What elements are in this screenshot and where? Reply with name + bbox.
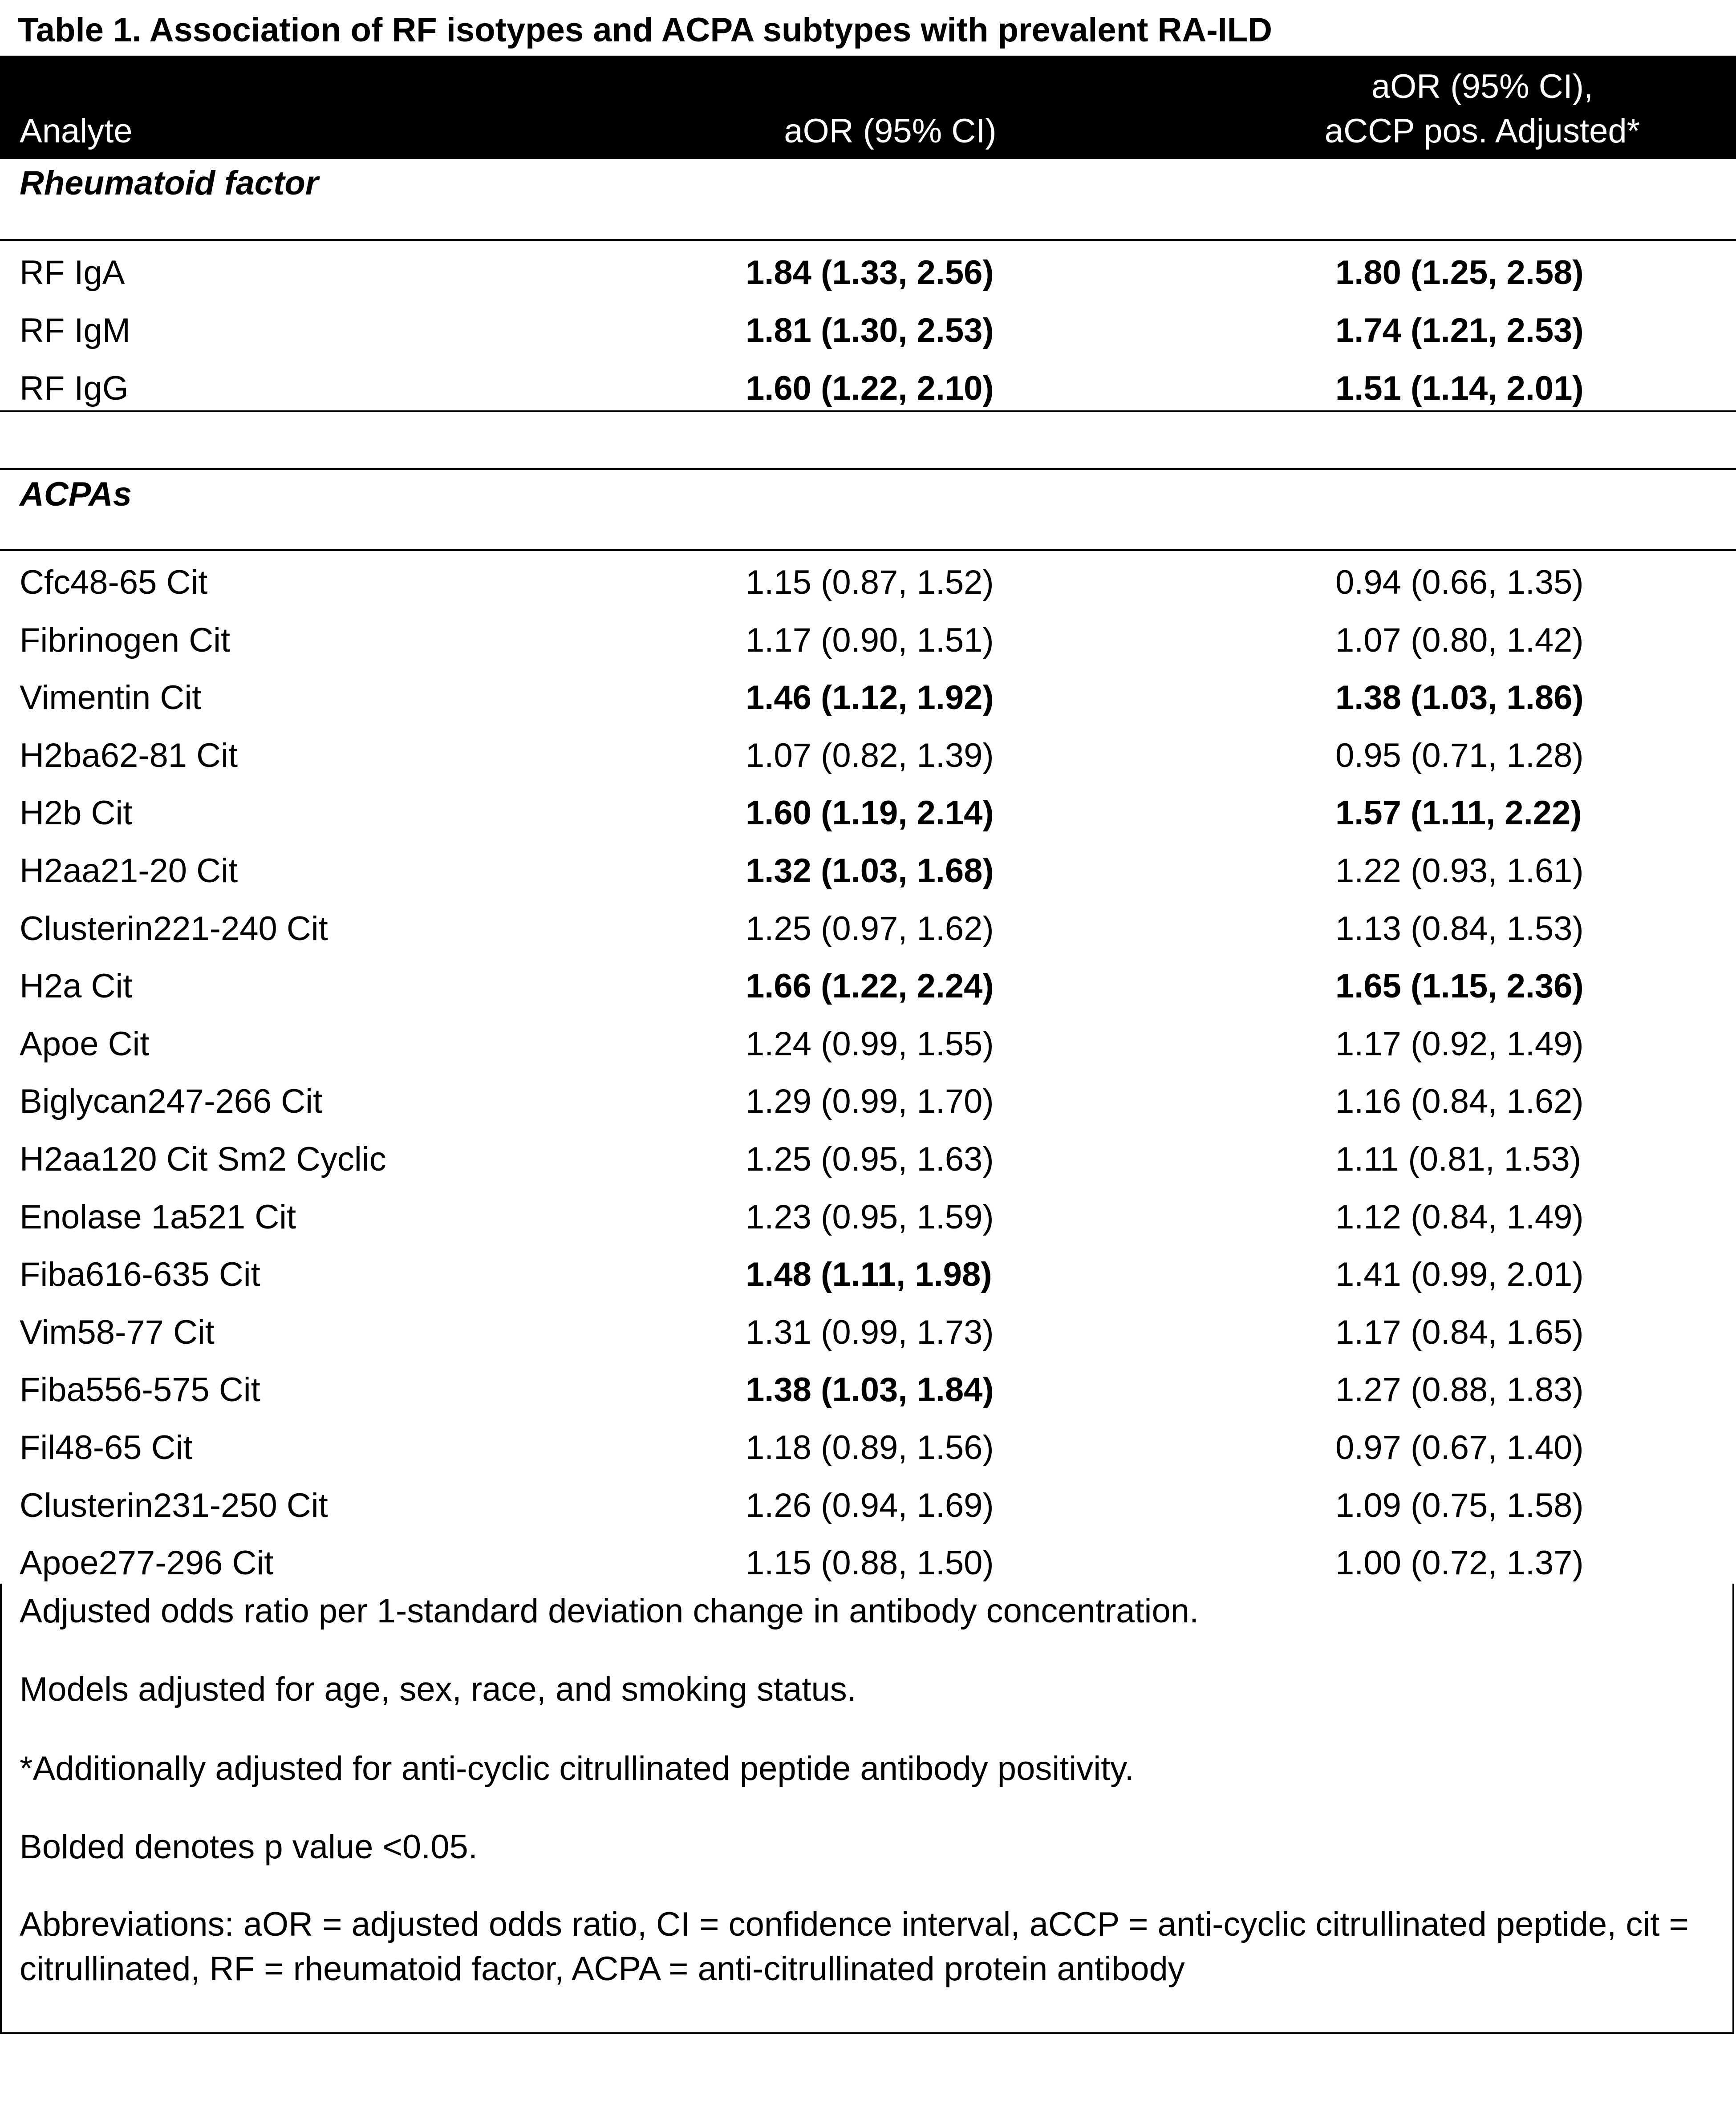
table-row bbox=[0, 1073, 1736, 1131]
aor-adjusted-cell: 1.51 (1.14, 2.01) bbox=[1335, 369, 1584, 407]
aor-cell: 1.15 (0.87, 1.52) bbox=[746, 563, 994, 601]
footnote: Models adjusted for age, sex, race, and smoking status. bbox=[20, 1670, 856, 1708]
table-row bbox=[0, 1246, 1736, 1304]
aor-adjusted-cell: 0.97 (0.67, 1.40) bbox=[1335, 1429, 1584, 1467]
analyte-cell: Clusterin221-240 Cit bbox=[20, 909, 328, 948]
footnote: Abbreviations: aOR = adjusted odds ratio, CI = confidence interval, aCCP = anti-cyclic citrullinated peptide, cit = citrullinated, RF = rheumatoid factor, ACPA = anti-citrullinated protein antibody bbox=[20, 1905, 1689, 1988]
aor-cell: 1.38 (1.03, 1.84) bbox=[746, 1371, 994, 1409]
aor-cell: 1.29 (0.99, 1.70) bbox=[746, 1082, 994, 1121]
table-row bbox=[0, 612, 1736, 669]
table-row bbox=[0, 244, 1736, 302]
table-row bbox=[0, 1477, 1736, 1535]
analyte-cell: Biglycan247-266 Cit bbox=[20, 1082, 323, 1121]
aor-cell: 1.66 (1.22, 2.24) bbox=[746, 967, 994, 1005]
table-row bbox=[0, 784, 1736, 842]
aor-adjusted-cell: 1.00 (0.72, 1.37) bbox=[1335, 1544, 1584, 1582]
analyte-cell: Cfc48-65 Cit bbox=[20, 563, 208, 601]
aor-adjusted-cell: 1.41 (0.99, 2.01) bbox=[1335, 1256, 1584, 1294]
aor-adjusted-cell: 1.38 (1.03, 1.86) bbox=[1335, 679, 1584, 717]
table-row bbox=[0, 1304, 1736, 1362]
analyte-cell: RF IgG bbox=[20, 369, 129, 407]
aor-adjusted-cell: 1.74 (1.21, 2.53) bbox=[1335, 312, 1584, 349]
aor-adjusted-cell: 1.17 (0.92, 1.49) bbox=[1335, 1025, 1584, 1063]
header-aor-adjusted-line2: aCCP pos. Adjusted* bbox=[1324, 112, 1640, 150]
aor-adjusted-cell: 1.65 (1.15, 2.36) bbox=[1335, 967, 1584, 1005]
table-footnotes bbox=[0, 1584, 1734, 2034]
analyte-cell: Fiba556-575 Cit bbox=[20, 1371, 260, 1409]
table-header bbox=[0, 56, 1736, 159]
table-row bbox=[0, 1131, 1736, 1188]
aor-cell: 1.60 (1.19, 2.14) bbox=[746, 794, 994, 832]
divider bbox=[0, 410, 1736, 412]
aor-adjusted-cell: 1.07 (0.80, 1.42) bbox=[1335, 621, 1584, 659]
analyte-cell: Fiba616-635 Cit bbox=[20, 1256, 260, 1294]
aor-cell: 1.17 (0.90, 1.51) bbox=[746, 621, 994, 659]
table-row bbox=[0, 1188, 1736, 1246]
table-row bbox=[0, 900, 1736, 958]
table-row bbox=[0, 957, 1736, 1015]
aor-cell: 1.31 (0.99, 1.73) bbox=[746, 1313, 994, 1351]
table-row bbox=[0, 669, 1736, 727]
aor-adjusted-cell: 1.27 (0.88, 1.83) bbox=[1335, 1371, 1584, 1409]
aor-adjusted-cell: 1.13 (0.84, 1.53) bbox=[1335, 909, 1584, 948]
table-row bbox=[0, 360, 1736, 418]
section-acpas bbox=[0, 470, 1736, 551]
analyte-cell: H2b Cit bbox=[20, 794, 133, 832]
table-row bbox=[0, 302, 1736, 360]
aor-adjusted-cell: 1.12 (0.84, 1.49) bbox=[1335, 1198, 1584, 1236]
analyte-cell: Clusterin231-250 Cit bbox=[20, 1486, 328, 1524]
aor-adjusted-cell: 1.80 (1.25, 2.58) bbox=[1335, 254, 1584, 292]
aor-adjusted-cell: 1.11 (0.81, 1.53) bbox=[1335, 1140, 1582, 1178]
aor-adjusted-cell: 1.16 (0.84, 1.62) bbox=[1335, 1082, 1584, 1121]
section-label: Rheumatoid factor bbox=[20, 164, 319, 202]
analyte-cell: RF IgA bbox=[20, 254, 125, 292]
analyte-cell: H2a Cit bbox=[20, 967, 133, 1005]
footnote: *Additionally adjusted for anti-cyclic citrullinated peptide antibody positivity. bbox=[20, 1750, 1134, 1788]
aor-adjusted-cell: 0.95 (0.71, 1.28) bbox=[1335, 736, 1584, 774]
aor-cell: 1.07 (0.82, 1.39) bbox=[746, 736, 994, 774]
header-aor-adjusted-line1: aOR (95% CI), bbox=[1371, 68, 1594, 105]
section-rheumatoid-factor bbox=[0, 159, 1736, 241]
aor-cell: 1.81 (1.30, 2.53) bbox=[746, 312, 994, 349]
aor-cell: 1.32 (1.03, 1.68) bbox=[746, 852, 994, 890]
footnote: Bolded denotes p value <0.05. bbox=[20, 1828, 478, 1866]
aor-adjusted-cell: 0.94 (0.66, 1.35) bbox=[1335, 563, 1584, 601]
table-row bbox=[0, 1361, 1736, 1419]
analyte-cell: H2aa21-20 Cit bbox=[20, 852, 238, 890]
aor-cell: 1.84 (1.33, 2.56) bbox=[746, 254, 994, 292]
aor-cell: 1.15 (0.88, 1.50) bbox=[746, 1544, 994, 1582]
analyte-cell: Fil48-65 Cit bbox=[20, 1429, 193, 1467]
aor-cell: 1.25 (0.95, 1.63) bbox=[746, 1140, 994, 1178]
aor-cell: 1.46 (1.12, 1.92) bbox=[746, 679, 994, 717]
header-aor-adjusted bbox=[1282, 65, 1683, 154]
aor-adjusted-cell: 1.17 (0.84, 1.65) bbox=[1335, 1313, 1584, 1351]
aor-adjusted-cell: 1.57 (1.11, 2.22) bbox=[1335, 794, 1582, 832]
table-row bbox=[0, 1419, 1736, 1477]
analyte-cell: H2aa120 Cit Sm2 Cyclic bbox=[20, 1140, 386, 1178]
aor-cell: 1.60 (1.22, 2.10) bbox=[746, 369, 994, 407]
analyte-cell: Apoe Cit bbox=[20, 1025, 150, 1063]
table-row bbox=[0, 1015, 1736, 1073]
header-aor: aOR (95% CI) bbox=[784, 112, 997, 150]
analyte-cell: Fibrinogen Cit bbox=[20, 621, 231, 659]
analyte-cell: Enolase 1a521 Cit bbox=[20, 1198, 296, 1236]
aor-adjusted-cell: 1.22 (0.93, 1.61) bbox=[1335, 852, 1584, 890]
analyte-cell: Apoe277-296 Cit bbox=[20, 1544, 274, 1582]
aor-cell: 1.26 (0.94, 1.69) bbox=[746, 1486, 994, 1524]
table-row bbox=[0, 554, 1736, 612]
aor-cell: 1.24 (0.99, 1.55) bbox=[746, 1025, 994, 1063]
aor-cell: 1.25 (0.97, 1.62) bbox=[746, 909, 994, 948]
table-title: Table 1. Association of RF isotypes and ACPA subtypes with prevalent RA-ILD bbox=[18, 11, 1273, 49]
table-row bbox=[0, 727, 1736, 785]
section-label: ACPAs bbox=[20, 475, 132, 513]
aor-adjusted-cell: 1.09 (0.75, 1.58) bbox=[1335, 1486, 1584, 1524]
header-analyte: Analyte bbox=[20, 112, 133, 150]
analyte-cell: RF IgM bbox=[20, 312, 131, 349]
aor-cell: 1.48 (1.11, 1.98) bbox=[746, 1256, 992, 1294]
aor-cell: 1.23 (0.95, 1.59) bbox=[746, 1198, 994, 1236]
analyte-cell: Vim58-77 Cit bbox=[20, 1313, 215, 1351]
table-row bbox=[0, 842, 1736, 900]
analyte-cell: Vimentin Cit bbox=[20, 679, 202, 717]
aor-cell: 1.18 (0.89, 1.56) bbox=[746, 1429, 994, 1467]
analyte-cell: H2ba62-81 Cit bbox=[20, 736, 238, 774]
footnote: Adjusted odds ratio per 1-standard deviation change in antibody concentration. bbox=[20, 1592, 1199, 1630]
